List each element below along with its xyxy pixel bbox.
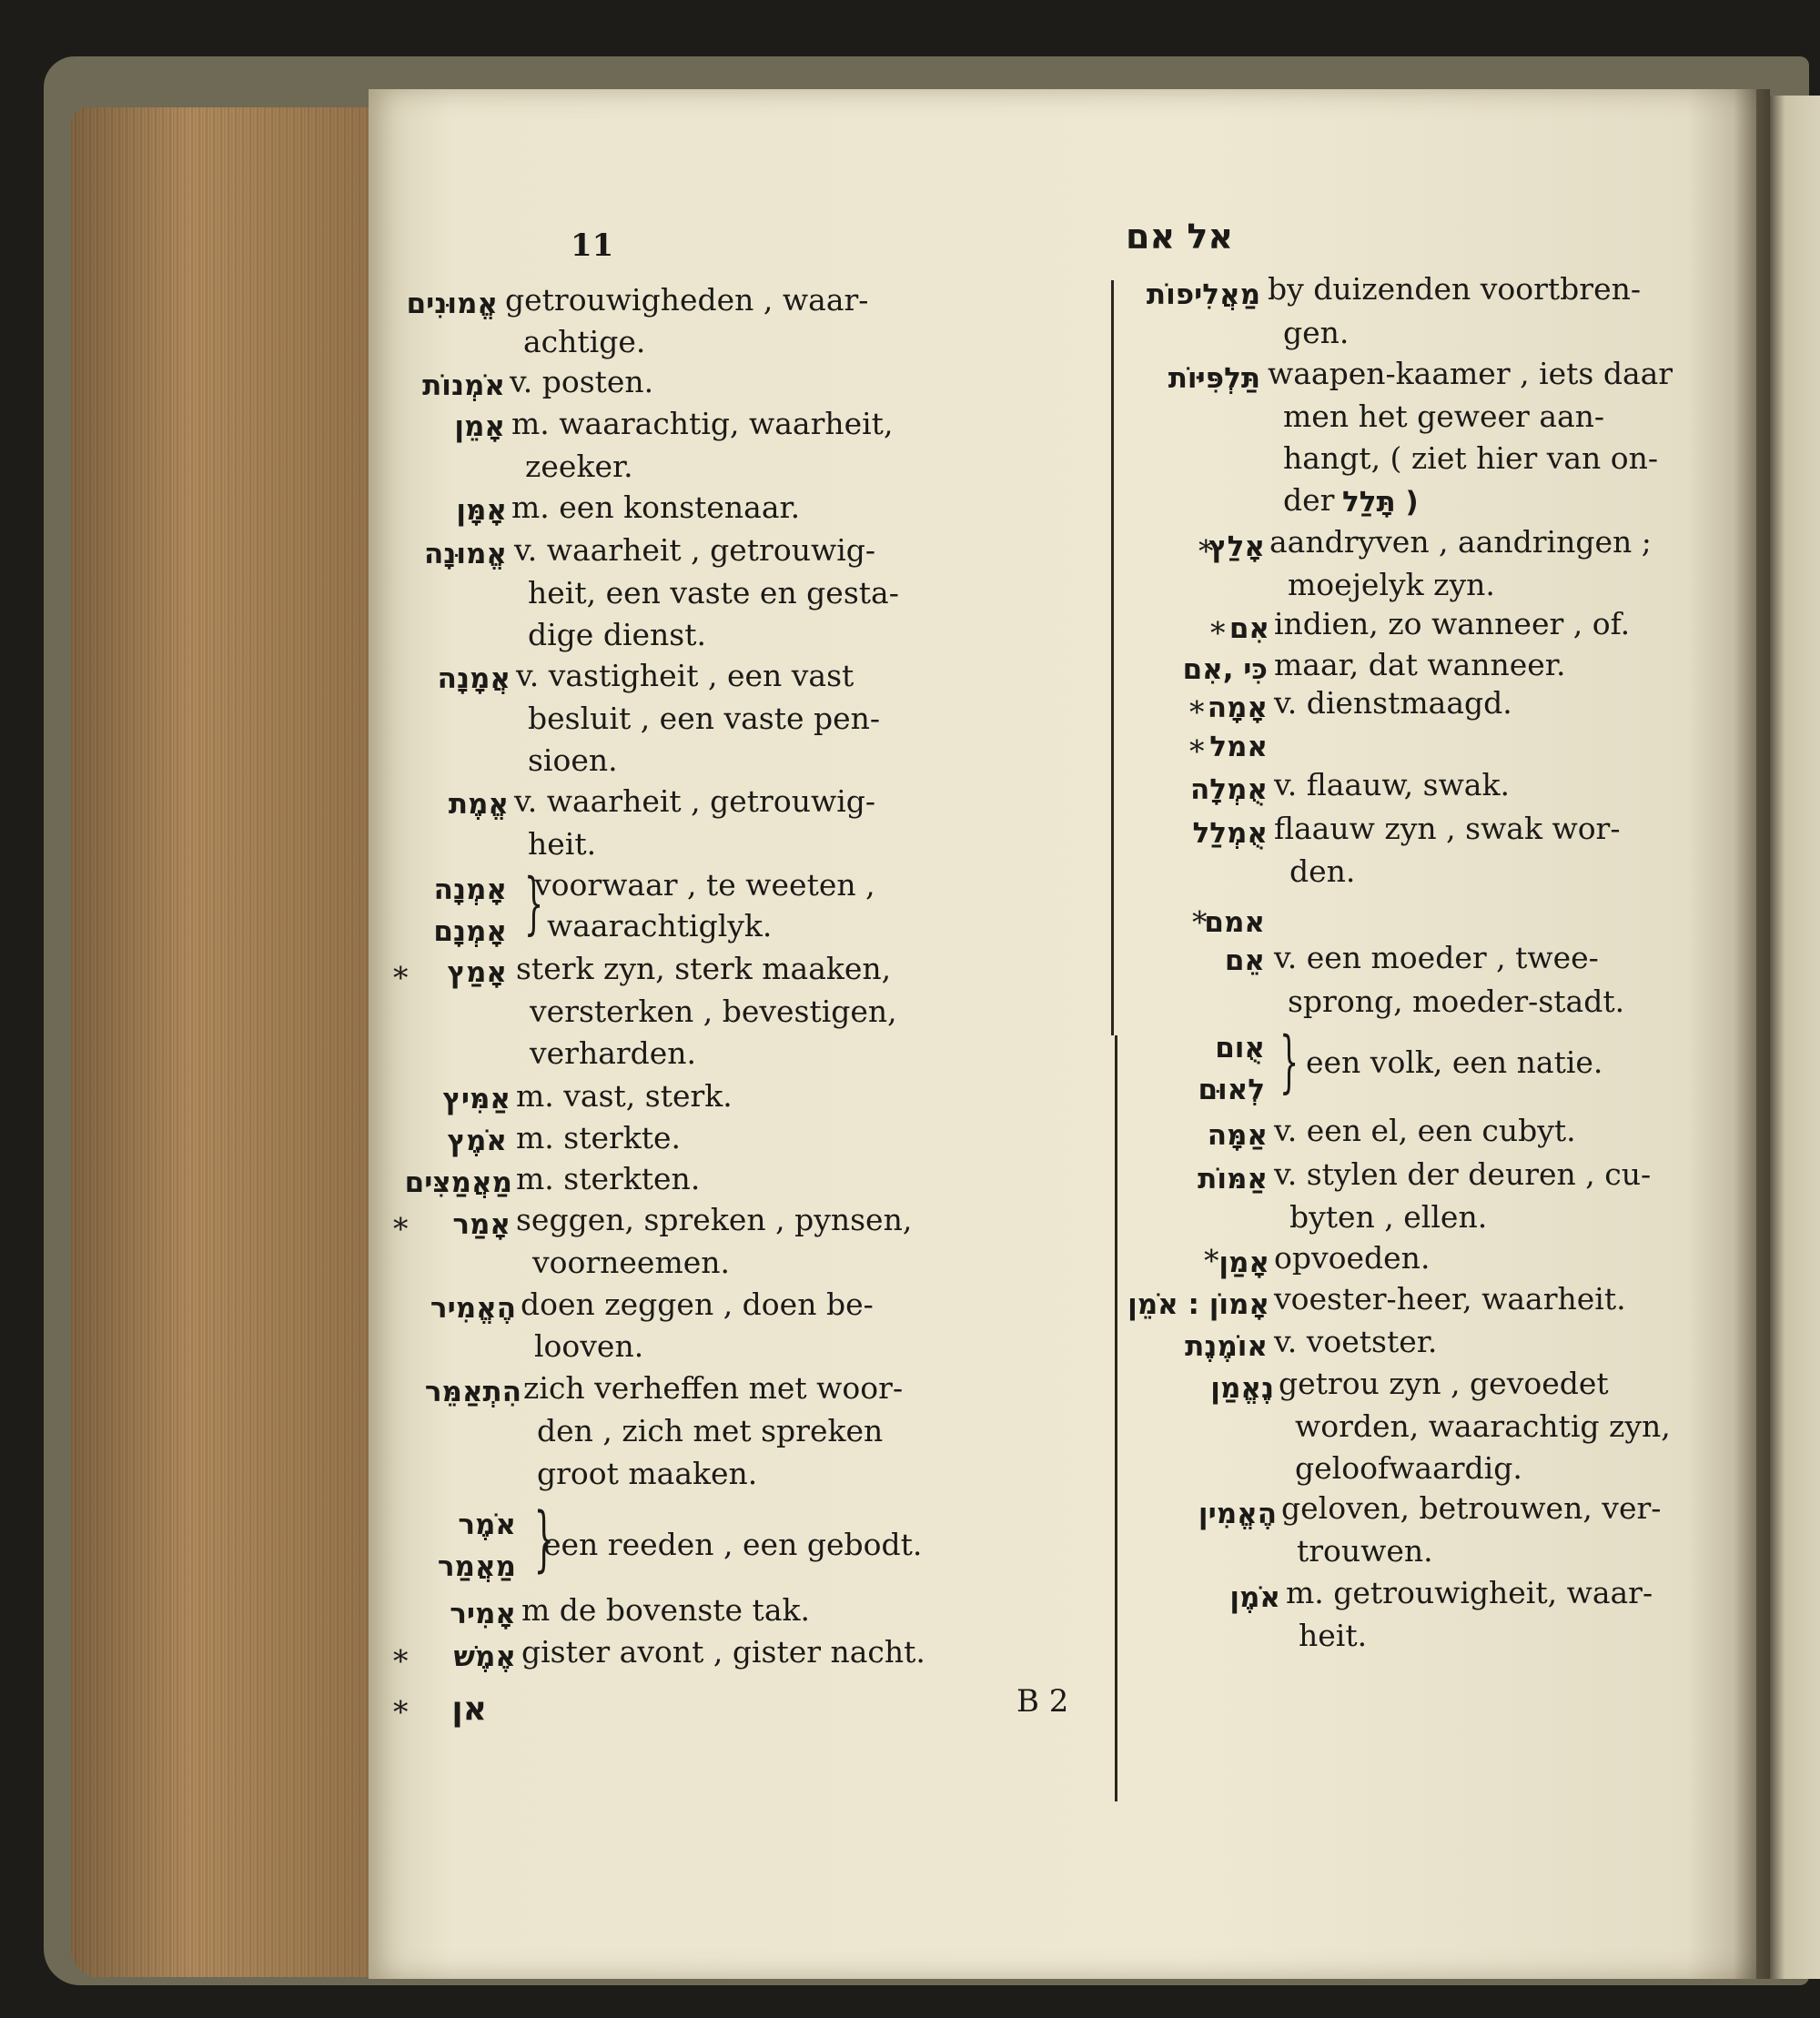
definition: dige dienst. xyxy=(528,617,706,652)
definition: zeeker. xyxy=(525,449,633,484)
headword: אַמָּה xyxy=(1207,1119,1268,1152)
definition: v. een el, een cubyt. xyxy=(1274,1113,1576,1148)
definition: byten , ellen. xyxy=(1289,1199,1488,1235)
root-asterisk: * xyxy=(1204,1243,1219,1278)
definition: v. waarheit , getrouwig- xyxy=(514,532,876,568)
headword: אֱמוּנִים xyxy=(406,288,498,320)
brace: } xyxy=(533,1498,554,1580)
headword: אֻמְלַל xyxy=(1192,817,1268,850)
definition: indien, zo wanneer , of. xyxy=(1274,606,1631,641)
headword: אֱמוּנָה xyxy=(424,538,507,570)
definition: den. xyxy=(1289,853,1356,889)
definition: heit, een vaste en gesta- xyxy=(528,575,899,610)
definition: voester-heer, waarheit. xyxy=(1274,1281,1626,1317)
root-asterisk: * xyxy=(393,1211,409,1246)
headword: אוֹמֶנֶת xyxy=(1185,1330,1268,1363)
definition: m. getrouwigheit, waar- xyxy=(1286,1575,1653,1610)
definition: opvoeden. xyxy=(1274,1240,1431,1276)
definition: trouwen. xyxy=(1297,1533,1433,1569)
definition: een reeden , een gebodt. xyxy=(543,1527,923,1562)
headword: אֵם xyxy=(1224,944,1265,977)
headword: אֻמְלָה xyxy=(1189,773,1268,806)
definition: voorwaar , te weeten , xyxy=(534,867,875,903)
headword: אמם xyxy=(1204,906,1265,939)
definition: men het geweer aan- xyxy=(1283,399,1605,434)
headword: אָמַן xyxy=(1218,1246,1269,1279)
definition: een volk, een natie. xyxy=(1306,1044,1603,1080)
headword: הֶאֱמִיר xyxy=(430,1292,516,1325)
page-number: 11 xyxy=(571,227,614,264)
headword: לְאוּם xyxy=(1198,1074,1265,1106)
definition: seggen, spreken , pynsen, xyxy=(516,1202,913,1237)
headword: אִם xyxy=(1228,612,1269,645)
definition: v. een moeder , twee- xyxy=(1274,940,1599,975)
headword: אַמִּיץ xyxy=(442,1083,511,1115)
brace: } xyxy=(523,864,544,943)
definition: v. vastigheit , een vast xyxy=(516,658,854,693)
definition: verharden. xyxy=(530,1035,697,1071)
headword: אֻום xyxy=(1215,1032,1265,1064)
definition: geloofwaardig. xyxy=(1295,1450,1522,1486)
headword: אָלַץ xyxy=(1208,530,1265,563)
root-asterisk: * xyxy=(393,1643,409,1679)
headword: אָמָה xyxy=(1207,691,1268,724)
definition: moejelyk zyn. xyxy=(1288,567,1495,602)
definition: waarachtiglyk. xyxy=(547,908,773,943)
headword: אָמַץ xyxy=(447,956,507,989)
headword: מַאֲמַצִּים xyxy=(404,1166,512,1199)
catchword: אן xyxy=(451,1690,487,1728)
signature-mark: B 2 xyxy=(1016,1683,1069,1720)
definition: der xyxy=(1283,482,1335,518)
running-head: אל אם xyxy=(1125,217,1233,257)
column-divider-bottom xyxy=(1115,1035,1117,1801)
root-asterisk: * xyxy=(1192,904,1208,940)
definition: by duizenden voortbren- xyxy=(1268,271,1642,307)
definition: worden, waarachtig zyn, xyxy=(1295,1408,1671,1444)
headword: אֶמֶשׁ xyxy=(453,1640,516,1673)
headword: תַּלְפִּיּוֹת xyxy=(1168,362,1260,395)
definition: flaauw zyn , swak wor- xyxy=(1274,811,1621,846)
headword: נֶאֱמַן xyxy=(1210,1372,1274,1405)
headword: אָמְנָה xyxy=(433,873,507,906)
headword: אֹמֶר xyxy=(458,1508,516,1541)
headword: אֲמָנָה xyxy=(437,662,511,695)
root-asterisk: * xyxy=(1198,533,1214,569)
headword: מַאֲמַר xyxy=(437,1550,516,1583)
definition: den , zich met spreken xyxy=(537,1413,884,1448)
headword: אָמַר xyxy=(452,1208,511,1241)
page-gutter xyxy=(1734,89,1770,1979)
definition: achtige. xyxy=(523,324,646,359)
root-asterisk: * xyxy=(393,1694,409,1730)
headword: אָמוֹן : אֹמֵן xyxy=(1127,1288,1269,1321)
definition: waapen-kaamer , iets daar xyxy=(1268,356,1673,391)
root-asterisk: * xyxy=(393,960,409,995)
definition: besluit , een vaste pen- xyxy=(528,701,881,736)
dictionary-page xyxy=(369,89,1756,1979)
cross-reference: תָּלַל ) xyxy=(1342,486,1419,519)
definition: getrou zyn , gevoedet xyxy=(1279,1366,1609,1401)
headword: הֶאֱמִין xyxy=(1198,1498,1277,1530)
definition: sprong, moeder-stadt. xyxy=(1288,984,1625,1019)
headword: אֱמֶת xyxy=(448,788,509,821)
root-asterisk: * xyxy=(1210,615,1226,651)
root-asterisk: * xyxy=(1189,733,1205,769)
definition: v. stylen der deuren , cu- xyxy=(1274,1156,1652,1192)
headword: אָמִיר xyxy=(450,1598,516,1630)
definition: heit. xyxy=(1299,1618,1368,1653)
definition: m de bovenste tak. xyxy=(521,1592,810,1628)
definition: v. waarheit , getrouwig- xyxy=(514,783,876,819)
definition: looven. xyxy=(534,1328,644,1364)
definition: heit. xyxy=(528,826,597,862)
definition: gister avont , gister nacht. xyxy=(521,1634,925,1670)
headword: הִתְאַמֵּר xyxy=(424,1376,521,1408)
headword: אֹמְנוֹת xyxy=(422,369,505,402)
definition: gen. xyxy=(1283,315,1350,350)
headword: אָמֵן xyxy=(454,410,505,443)
definition: sioen. xyxy=(528,742,618,778)
definition: v. dienstmaagd. xyxy=(1274,685,1512,721)
definition: geloven, betrouwen, ver- xyxy=(1281,1490,1662,1526)
definition: sterk zyn, sterk maaken, xyxy=(516,951,892,986)
column-divider-top xyxy=(1111,280,1114,1035)
root-asterisk: * xyxy=(1189,694,1205,730)
definition: zich verheffen met woor- xyxy=(523,1370,904,1406)
definition: m. waarachtig, waarheit, xyxy=(511,406,894,441)
headword: אמל xyxy=(1209,731,1268,763)
headword: אֹמֶץ xyxy=(447,1125,507,1157)
facing-page-edge xyxy=(1770,96,1820,1979)
brace: } xyxy=(1279,1023,1299,1101)
definition: m. een konstenaar. xyxy=(511,489,801,525)
definition: hangt, ( ziet hier van on- xyxy=(1283,440,1659,476)
headword: אֹמֶן xyxy=(1229,1581,1280,1614)
definition: groot maaken. xyxy=(537,1456,758,1491)
definition: aandryven , aandringen ; xyxy=(1269,524,1652,560)
definition: m. sterkte. xyxy=(516,1120,682,1155)
definition: v. flaauw, swak. xyxy=(1274,767,1510,802)
definition: m. vast, sterk. xyxy=(516,1078,733,1114)
headword: אָמְנָם xyxy=(433,915,507,948)
definition: getrouwigheden , waar- xyxy=(505,282,869,318)
definition: v. voetster. xyxy=(1274,1324,1438,1359)
headword: אַמּוֹת xyxy=(1198,1163,1268,1196)
headword: מַאֲלִיפוֹת xyxy=(1146,278,1260,311)
headword: כִּי ,אִם xyxy=(1182,653,1268,686)
headword: אָמָּן xyxy=(456,494,507,527)
definition: maar, dat wanneer. xyxy=(1274,647,1566,682)
page-edges-shadow xyxy=(71,107,371,1977)
definition: v. posten. xyxy=(510,364,654,399)
definition: voorneemen. xyxy=(532,1245,731,1280)
definition: versterken , bevestigen, xyxy=(530,994,897,1029)
definition: doen zeggen , doen be- xyxy=(521,1286,874,1322)
definition: m. sterkten. xyxy=(516,1161,701,1196)
